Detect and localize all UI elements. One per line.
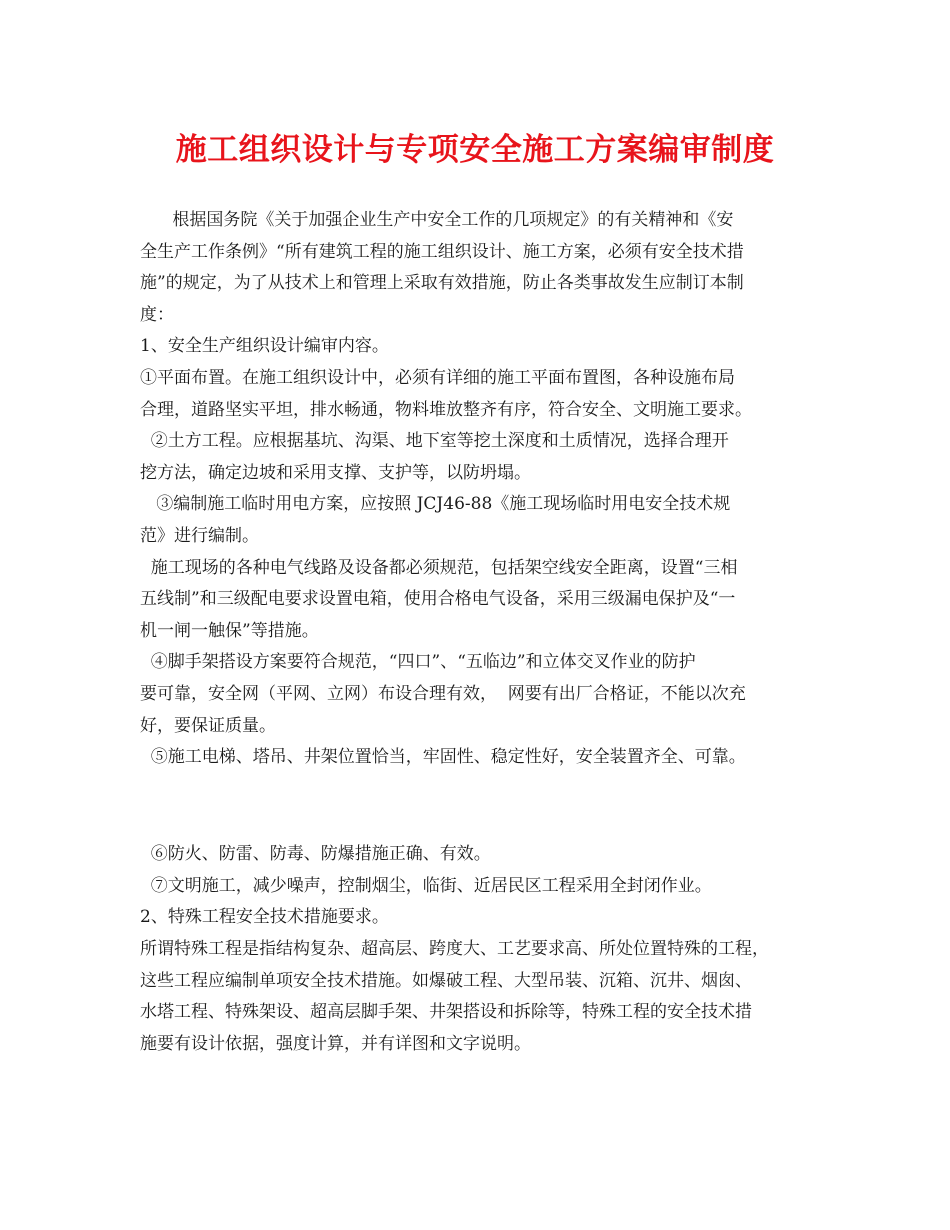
- body-line: ②土方工程。应根据基坑、沟渠、地下室等挖土深度和土质情况，选择合理开: [140, 431, 729, 452]
- body-line: 施工现场的各种电气线路及设备都必须规范，包括架空线安全距离，设置“三相: [140, 557, 738, 578]
- body-line: 好，要保证质量。: [140, 715, 276, 736]
- body-line: 合理，道路坚实平坦，排水畅通，物料堆放整齐有序，符合安全、文明施工要求。: [140, 399, 752, 420]
- body-line: 挖方法，确定边坡和采用支撑、支护等，以防坍塌。: [140, 462, 531, 483]
- blank-line: [140, 791, 830, 823]
- body-line: 施”的规定，为了从技术上和管理上采取有效措施，防止各类事故发生应制订本制: [140, 273, 744, 294]
- body-line: ⑤施工电梯、塔吊、井架位置恰当，牢固性、稳定性好，安全装置齐全、可靠。: [140, 747, 746, 768]
- document-body: [140, 205, 830, 1060]
- body-line: 这些工程应编制单项安全技术措施。如爆破工程、大型吊装、沉箱、沉井、烟囱、: [140, 970, 752, 991]
- body-line: 五线制”和三级配电要求设置电箱，使用合格电气设备，采用三级漏电保护及“一: [140, 589, 736, 610]
- body-line: 所谓特殊工程是指结构复杂、超高层、跨度大、工艺要求高、所处位置特殊的工程，: [140, 939, 769, 960]
- body-line: ③编制施工临时用电方案，应按照 JCJ46-88《施工现场临时用电安全技术规: [140, 494, 731, 515]
- body-line: 1、安全生产组织设计编审内容。: [140, 336, 389, 357]
- body-line: ①平面布置。在施工组织设计中，必须有详细的施工平面布置图，各种设施布局: [140, 367, 735, 388]
- document-title: 施工组织设计与专项安全施工方案编审制度: [175, 132, 775, 168]
- body-line: 2、特殊工程安全技术措施要求。: [140, 907, 389, 928]
- body-line: 根据国务院《关于加强企业生产中安全工作的几项规定》的有关精神和《安: [140, 210, 734, 230]
- body-line: ⑥防火、防雷、防毒、防爆措施正确、有效。: [140, 844, 491, 865]
- body-line: 水塔工程、特殊架设、超高层脚手架、井架搭设和拆除等，特殊工程的安全技术措: [140, 1002, 752, 1023]
- body-line: 全生产工作条例》“所有建筑工程的施工组织设计、施工方案，必须有安全技术措: [140, 241, 744, 262]
- body-line: 度：: [140, 304, 174, 325]
- body-line: ⑦文明施工，减少噪声，控制烟尘，临街、近居民区工程采用全封闭作业。: [140, 875, 712, 896]
- body-line: ④脚手架搭设方案要符合规范，“四口”、“五临边”和立体交叉作业的防护: [140, 652, 696, 673]
- body-line: 施要有设计依据，强度计算，并有详图和文字说明。: [140, 1033, 531, 1054]
- body-line: 要可靠，安全网（平网、立网）布设合理有效， 网要有出厂合格证，不能以次充: [140, 683, 746, 704]
- body-line: 机一闸一触保”等措施。: [140, 620, 319, 641]
- body-line: 范》进行编制。: [140, 525, 259, 546]
